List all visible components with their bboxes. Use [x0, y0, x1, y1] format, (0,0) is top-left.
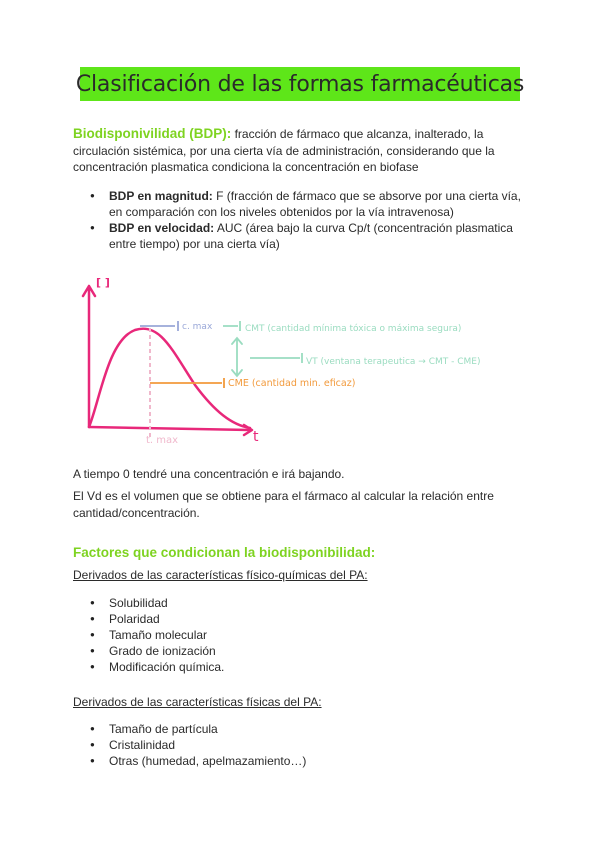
vt-label: VT (ventana terapeutica → CMT - CME) [306, 357, 481, 367]
bdp-type-text: F (fracción de fármaco que se absorve por una cierta vía, en comparación con los niveles obtenidos por la vía intravenosa) [109, 189, 521, 219]
paragraph: El Vd es el volumen que se obtiene para el fármaco al calcular la relación entre cantidad/concentración. [73, 489, 494, 520]
list-item: ● Cristalinidad [73, 737, 533, 753]
cme-line [150, 378, 224, 388]
y-axis [83, 286, 95, 427]
bdp-type-label: BDP en magnitud: [109, 189, 213, 203]
cmt-line [223, 321, 240, 331]
paragraph: A tiempo 0 tendré una concentración e irá bajando. [73, 467, 345, 481]
list-item: ● Tamaño molecular [73, 627, 533, 643]
list-item: ● Polaridad [73, 611, 533, 627]
list-item: ● Modificación química. [73, 659, 533, 675]
vt-arrow [232, 338, 242, 376]
factors-heading: Factores que condicionan la biodisponibilidad: [73, 545, 376, 560]
bdp-types-list [73, 188, 533, 252]
list-item: ● Solubilidad [73, 595, 533, 611]
x-axis-label: t [253, 429, 259, 445]
physical-heading: Derivados de las características físicas del PA: [73, 695, 322, 709]
concentration-curve [89, 329, 250, 428]
cmt-label: CMT (cantidad mínima tóxica o máxima segura) [245, 324, 462, 334]
list-item [73, 188, 533, 220]
bdp-type-label: BDP en velocidad: [109, 221, 215, 235]
physchem-list [73, 595, 533, 675]
bdp-definition-text: fracción de fármaco que alcanza, inalterado, la circulación sistémica, por una cierta vía de administración, considerando que la concentración plasmatica condiciona la concentración en biofase [73, 127, 495, 174]
list-item: ● Grado de ionización [73, 643, 533, 659]
vt-line [250, 353, 302, 363]
tmax-label: t. max [146, 435, 179, 446]
cme-label: CME (cantidad min. eficaz) [228, 378, 356, 389]
physical-list [73, 721, 533, 769]
list-item [73, 220, 533, 252]
list-item: ● Otras (humedad, apelmazamiento…) [73, 753, 533, 769]
cmax-label: c. max [182, 322, 213, 332]
x-axis [89, 425, 252, 435]
page-title: Clasificación de las formas farmacéuticas [80, 67, 520, 101]
list-item: ● Tamaño de partícula [73, 721, 533, 737]
physchem-heading: Derivados de las características físico-químicas del PA: [73, 568, 368, 582]
y-axis-label: [ ] [96, 276, 110, 289]
bdp-definition [73, 126, 533, 176]
bdp-type-text: AUC (área bajo la curva Cp/t (concentración plasmatica entre tiempo) por una cierta vía) [109, 221, 513, 251]
bdp-term: Biodisponivilidad (BDP): [73, 126, 232, 141]
pharmacokinetic-diagram [0, 262, 600, 452]
